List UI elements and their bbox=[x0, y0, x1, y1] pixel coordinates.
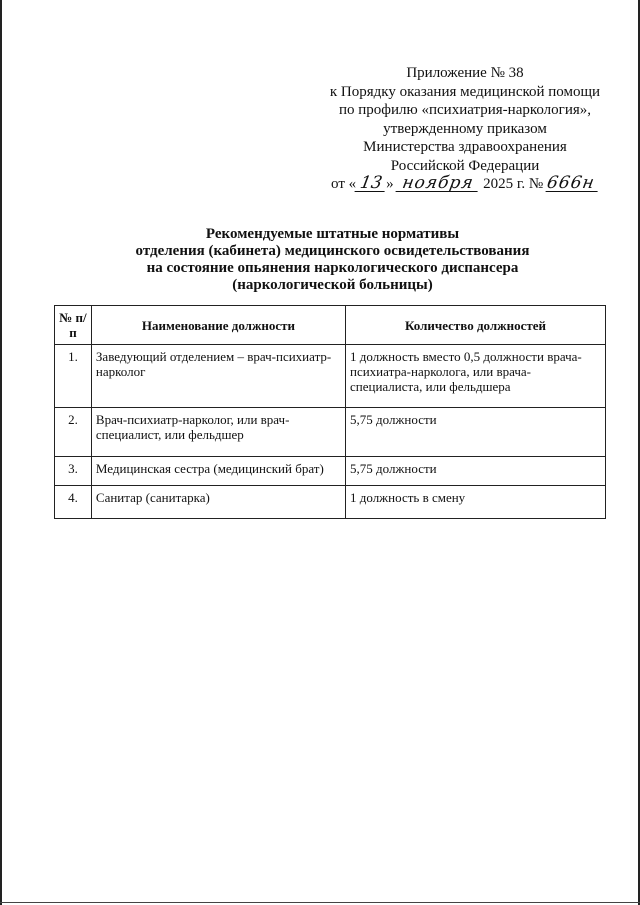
table-row bbox=[55, 457, 606, 486]
handwritten-day: 13 bbox=[355, 175, 388, 192]
row-num: 2. bbox=[55, 408, 92, 457]
date-prefix: от « bbox=[331, 176, 357, 192]
header-num: № п/п bbox=[55, 306, 92, 345]
title-line: Рекомендуемые штатные нормативы bbox=[205, 226, 460, 242]
row-quantity: 5,75 должности bbox=[346, 457, 606, 486]
row-num: 1. bbox=[55, 345, 92, 408]
row-quantity: 1 должность вместо 0,5 должности врача-психиатра-нарколога, или врача-специалиста, или фельдшера bbox=[346, 345, 606, 408]
scan-edge-left bbox=[0, 0, 2, 905]
table-header-row bbox=[55, 306, 606, 345]
appendix-header bbox=[300, 64, 630, 194]
title-line: отделения (кабинета) медицинского освидетельствования bbox=[135, 243, 530, 259]
staffing-table bbox=[54, 305, 606, 519]
order-date-line bbox=[300, 175, 630, 194]
table-row bbox=[55, 486, 606, 519]
row-quantity: 1 должность в смену bbox=[346, 486, 606, 519]
appendix-line: Министерства здравоохранения bbox=[363, 139, 567, 155]
handwritten-order-number: 666н bbox=[545, 175, 600, 192]
header-position-name: Наименование должности bbox=[91, 306, 345, 345]
row-quantity: 5,75 должности bbox=[346, 408, 606, 457]
table-row bbox=[55, 408, 606, 457]
appendix-line: по профилю «психиатрия-наркология», bbox=[339, 102, 591, 118]
title-line: (наркологической больницы) bbox=[232, 277, 433, 293]
handwritten-month: ноября bbox=[396, 175, 481, 192]
row-position-name: Заведующий отделением – врач-психиатр-нарколог bbox=[91, 345, 345, 408]
row-position-name: Врач-психиатр-нарколог, или врач-специалист, или фельдшер bbox=[91, 408, 345, 457]
appendix-line: Российской Федерации bbox=[390, 157, 540, 174]
appendix-number: Приложение № 38 bbox=[406, 65, 524, 81]
header-quantity: Количество должностей bbox=[346, 306, 606, 345]
document-title bbox=[60, 226, 605, 294]
appendix-line: к Порядку оказания медицинской помощи bbox=[329, 83, 601, 100]
date-quote-close: » bbox=[386, 176, 394, 192]
row-num: 4. bbox=[55, 486, 92, 519]
row-position-name: Санитар (санитарка) bbox=[91, 486, 345, 519]
scan-edge-bottom bbox=[0, 902, 640, 903]
title-line: на состояние опьянения наркологического диспансера bbox=[146, 260, 519, 276]
date-year-text: 2025 г. № bbox=[483, 176, 544, 192]
table-row bbox=[55, 345, 606, 408]
row-num: 3. bbox=[55, 457, 92, 486]
row-position-name: Медицинская сестра (медицинский брат) bbox=[91, 457, 345, 486]
appendix-line: утвержденному приказом bbox=[383, 120, 547, 137]
